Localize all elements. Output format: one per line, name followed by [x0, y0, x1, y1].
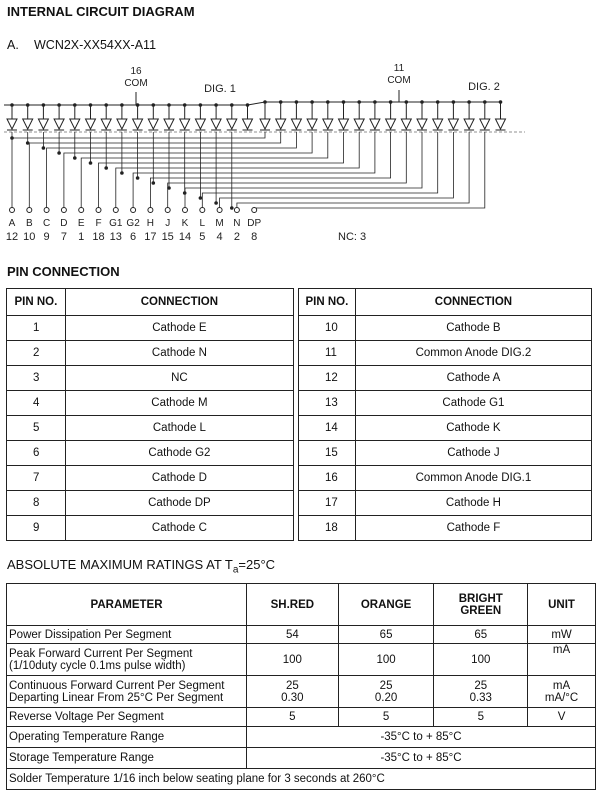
segment-terminal-6 [113, 208, 118, 213]
pin-header-right: PIN NO. [298, 289, 355, 316]
dig1-led-15-junction [246, 103, 250, 107]
orange-cell: 25 0.20 [338, 676, 434, 708]
connection-cell: Cathode N [65, 341, 293, 366]
green-cell: 65 [434, 626, 528, 644]
dig1-led-4-junction [73, 103, 77, 107]
segment-name-7: G2 [126, 218, 140, 229]
dig2-led-2-junction [295, 100, 299, 104]
connection-header-right: CONNECTION [355, 289, 591, 316]
table-row [7, 769, 596, 790]
dig1-led-1-diode [23, 119, 33, 129]
pin-number-cell: 14 [298, 416, 355, 441]
dig2-led-4-junction [326, 100, 330, 104]
segment-pin-9: 15 [161, 231, 174, 243]
dig1-led-8-junction [136, 103, 140, 107]
segment-terminal-0 [10, 208, 15, 213]
dig2-led-8-junction [389, 100, 393, 104]
unit-cell: mA mA/°C [528, 676, 596, 708]
orange-cell: 100 [338, 644, 434, 676]
segment-terminal-9 [165, 208, 170, 213]
operating-value: -35°C to + 85°C [247, 727, 596, 748]
pin-number-cell: 10 [298, 316, 355, 341]
segment-name-5: F [95, 218, 102, 229]
dig2-led-15-diode [496, 119, 506, 129]
table-row [7, 708, 596, 727]
connection-cell: Cathode K [355, 416, 591, 441]
dig1-led-7-junction [120, 103, 124, 107]
segment-name-1: B [25, 218, 33, 229]
segment-pin-6: 13 [109, 231, 122, 243]
dig1-led-3-diode [54, 119, 64, 129]
table-row [7, 644, 596, 676]
pin-header-left: PIN NO. [7, 289, 66, 316]
green-cell: 5 [434, 708, 528, 727]
param-cell: Reverse Voltage Per Segment [7, 708, 247, 727]
segment-terminal-10 [183, 208, 188, 213]
dig1-led-12-junction [199, 103, 203, 107]
ratings-table [6, 583, 596, 790]
segment-pin-11: 5 [199, 231, 206, 243]
pin-number-cell: 7 [7, 466, 66, 491]
pin-number-cell: 5 [7, 416, 66, 441]
segment-terminal-1 [27, 208, 32, 213]
unit-cell: mW [528, 626, 596, 644]
segment-terminal-7 [131, 208, 136, 213]
segment-pin-1: 10 [23, 231, 36, 243]
anode-bus-link [248, 102, 266, 105]
shred-cell: 100 [247, 644, 339, 676]
segment-name-3: D [60, 218, 68, 229]
connection-cell: Cathode L [65, 416, 293, 441]
dig1-led-1-junction [26, 103, 30, 107]
pin-number-cell: 17 [298, 491, 355, 516]
pin-number-cell: 15 [298, 441, 355, 466]
segment-pin-13: 2 [233, 231, 240, 243]
dig1-led-9-junction [152, 103, 156, 107]
dig2-led-2-diode [291, 119, 301, 129]
connection-cell: Cathode DP [65, 491, 293, 516]
dig2-led-0-junction [263, 100, 267, 104]
connection-cell: Cathode H [355, 491, 591, 516]
segment-terminal-11 [200, 208, 205, 213]
dig1-led-3-junction [57, 103, 61, 107]
dig1-led-8-diode [133, 119, 143, 129]
segment-name-10: K [181, 218, 189, 229]
table-row [7, 441, 592, 466]
segment-junction-7 [120, 171, 124, 175]
nc-note: NC: 3 [338, 231, 367, 243]
connection-cell: Cathode F [355, 516, 591, 541]
com1-label: COM [124, 78, 148, 89]
pin-number-cell: 1 [7, 316, 66, 341]
segment-junction-14 [230, 206, 234, 210]
pin-number-cell: 2 [7, 341, 66, 366]
orange-cell: 65 [338, 626, 434, 644]
connection-header-left: CONNECTION [65, 289, 293, 316]
shred-cell: 5 [247, 708, 339, 727]
dig2-led-12-junction [452, 100, 456, 104]
shred-cell: 54 [247, 626, 339, 644]
header-unit: UNIT [528, 584, 596, 626]
dig1-led-5-diode [86, 119, 96, 129]
dig1-led-15-diode [243, 119, 253, 129]
green-cell: 25 0.33 [434, 676, 528, 708]
table-row [7, 366, 592, 391]
table-row [7, 316, 592, 341]
section-title-pin-connection: PIN CONNECTION [7, 264, 120, 279]
segment-terminal-3 [61, 208, 66, 213]
param-cell: Power Dissipation Per Segment [7, 626, 247, 644]
dig1-led-13-diode [211, 119, 221, 129]
pin-connection-table [6, 288, 592, 541]
storage-value: -35°C to + 85°C [247, 748, 596, 769]
segment-junction-2 [42, 146, 46, 150]
segment-pin-5: 18 [92, 231, 105, 243]
dig1-led-12-diode [195, 119, 205, 129]
segment-pin-2: 9 [43, 231, 50, 243]
segment-terminal-5 [96, 208, 101, 213]
com1-pin-number: 16 [130, 66, 142, 77]
pin-number-cell: 13 [298, 391, 355, 416]
segment-name-8: H [146, 218, 155, 229]
connection-cell: Cathode J [355, 441, 591, 466]
segment-bus-12 [220, 132, 454, 210]
dig2-led-0-diode [260, 119, 270, 129]
dig1-led-14-junction [230, 103, 234, 107]
com2-pin-number: 11 [393, 63, 405, 74]
connection-cell: Cathode C [65, 516, 293, 541]
segment-junction-4 [73, 156, 77, 160]
segment-junction-8 [136, 176, 140, 180]
dig2-led-9-diode [401, 119, 411, 129]
segment-junction-5 [89, 161, 93, 165]
dig2-led-7-junction [373, 100, 377, 104]
dig1-led-0-diode [7, 119, 17, 129]
dig1-led-2-junction [42, 103, 46, 107]
pin-number-cell: 4 [7, 391, 66, 416]
segment-junction-11 [183, 191, 187, 195]
pin-number-cell: 16 [298, 466, 355, 491]
dig1-led-13-junction [214, 103, 218, 107]
circuit-diagram [0, 60, 610, 255]
dig1-led-2-diode [38, 119, 48, 129]
segment-junction-0 [10, 136, 14, 140]
pin-number-cell: 9 [7, 516, 66, 541]
connection-cell: Cathode B [355, 316, 591, 341]
segment-pin-14: 8 [251, 231, 258, 243]
dig2-led-5-junction [342, 100, 346, 104]
header-bright-green: BRIGHT GREEN [434, 584, 528, 626]
param-cell: Continuous Forward Current Per Segment Departing Linear From 25°C Per Segment [7, 676, 247, 708]
storage-label: Storage Temperature Range [7, 748, 247, 769]
dig2-led-12-diode [448, 119, 458, 129]
pin-number-cell: 18 [298, 516, 355, 541]
segment-name-13: N [233, 218, 241, 229]
table-row [7, 391, 592, 416]
dig2-led-13-diode [464, 119, 474, 129]
segment-junction-10 [167, 186, 171, 190]
connection-cell: Cathode G2 [65, 441, 293, 466]
dig2-led-9-junction [405, 100, 409, 104]
segment-name-9: J [165, 218, 171, 229]
dig2-led-3-junction [310, 100, 314, 104]
dig2-led-3-diode [307, 119, 317, 129]
dig1-led-10-junction [167, 103, 171, 107]
unit-cell: V [528, 708, 596, 727]
dig2-led-4-diode [323, 119, 333, 129]
connection-cell: Cathode G1 [355, 391, 591, 416]
header-orange: ORANGE [338, 584, 434, 626]
table-row [7, 626, 596, 644]
segment-junction-6 [104, 166, 108, 170]
param-cell: Peak Forward Current Per Segment (1/10duty cycle 0.1ms pulse width) [7, 644, 247, 676]
segment-name-4: E [77, 218, 85, 229]
pin-number-cell: 3 [7, 366, 66, 391]
dig1-led-5-junction [89, 103, 93, 107]
segment-pin-3: 7 [60, 231, 67, 243]
dig1-led-10-diode [164, 119, 174, 129]
pin-number-cell: 6 [7, 441, 66, 466]
dig1-led-6-diode [101, 119, 111, 129]
segment-pin-7: 6 [130, 231, 137, 243]
segment-terminal-12 [217, 208, 222, 213]
dig1-led-6-junction [104, 103, 108, 107]
dig2-led-6-junction [357, 100, 361, 104]
dig2-led-14-diode [480, 119, 490, 129]
dig1-led-4-diode [70, 119, 80, 129]
segment-terminal-2 [44, 208, 49, 213]
dig1-led-9-diode [148, 119, 158, 129]
connection-cell: Cathode D [65, 466, 293, 491]
solder-note: Solder Temperature 1/16 inch below seating plane for 3 seconds at 260°C [7, 769, 596, 790]
segment-junction-12 [199, 196, 203, 200]
dig2-led-11-junction [436, 100, 440, 104]
dig2-led-8-diode [386, 119, 396, 129]
dig2-led-1-junction [279, 100, 283, 104]
table-row [7, 466, 592, 491]
dig2-led-10-diode [417, 119, 427, 129]
dig2-led-13-junction [467, 100, 471, 104]
dig1-led-11-junction [183, 103, 187, 107]
segment-terminal-8 [148, 208, 153, 213]
dig2-led-7-diode [370, 119, 380, 129]
orange-cell: 5 [338, 708, 434, 727]
connection-cell: Common Anode DIG.1 [355, 466, 591, 491]
segment-junction-9 [152, 181, 156, 185]
table-row [7, 516, 592, 541]
dig1-led-11-diode [180, 119, 190, 129]
segment-pin-4: 1 [78, 231, 85, 243]
table-row [7, 491, 592, 516]
segment-name-2: C [42, 218, 51, 229]
segment-pin-0: 12 [5, 231, 19, 243]
dig2-led-14-junction [483, 100, 487, 104]
dig2-led-6-diode [354, 119, 364, 129]
connection-cell: Cathode M [65, 391, 293, 416]
dig1-label: DIG. 1 [204, 83, 236, 95]
com2-label: COM [387, 75, 411, 86]
segment-pin-8: 17 [144, 231, 157, 243]
segment-pin-10: 14 [178, 231, 192, 243]
section-title-ratings: ABSOLUTE MAXIMUM RATINGS AT $T_a=25^\circ C$ [7, 557, 276, 576]
operating-label: Operating Temperature Range [7, 727, 247, 748]
dig2-led-15-junction [499, 100, 503, 104]
segment-terminal-14 [252, 208, 257, 213]
connection-cell: NC [65, 366, 293, 391]
segment-terminal-13 [234, 208, 239, 213]
diagram-label-letter: A. [7, 38, 19, 52]
dig1-led-7-diode [117, 119, 127, 129]
table-row [7, 748, 596, 769]
dig2-label: DIG. 2 [468, 81, 500, 93]
segment-junction-1 [26, 141, 30, 145]
pin-number-cell: 11 [298, 341, 355, 366]
table-row [7, 416, 592, 441]
pin-number-cell: 12 [298, 366, 355, 391]
green-cell: 100 [434, 644, 528, 676]
dig2-led-11-diode [433, 119, 443, 129]
pin-number-cell: 8 [7, 491, 66, 516]
segment-junction-3 [57, 151, 61, 155]
dig2-led-1-diode [276, 119, 286, 129]
header-shred: SH.RED [247, 584, 339, 626]
segment-name-11: L [199, 218, 206, 229]
segment-name-6: G1 [109, 218, 123, 229]
section-title-circuit: INTERNAL CIRCUIT DIAGRAM [7, 4, 195, 19]
unit-cell: mA [528, 644, 596, 676]
connection-cell: Common Anode DIG.2 [355, 341, 591, 366]
segment-pin-12: 4 [216, 231, 223, 243]
shred-cell: 25 0.30 [247, 676, 339, 708]
dig1-led-0-junction [10, 103, 14, 107]
segment-name-14: DP [247, 218, 262, 229]
dig2-led-10-junction [420, 100, 424, 104]
connection-cell: Cathode E [65, 316, 293, 341]
segment-junction-13 [214, 201, 218, 205]
segment-terminal-4 [79, 208, 84, 213]
table-row [7, 341, 592, 366]
part-number: WCN2X-XX54XX-A11 [34, 38, 157, 52]
segment-name-0: A [8, 218, 16, 229]
dig2-led-5-diode [339, 119, 349, 129]
dig1-led-14-diode [227, 119, 237, 129]
segment-name-12: M [215, 218, 224, 229]
table-row [7, 727, 596, 748]
header-parameter: PARAMETER [7, 584, 247, 626]
table-row [7, 676, 596, 708]
connection-cell: Cathode A [355, 366, 591, 391]
